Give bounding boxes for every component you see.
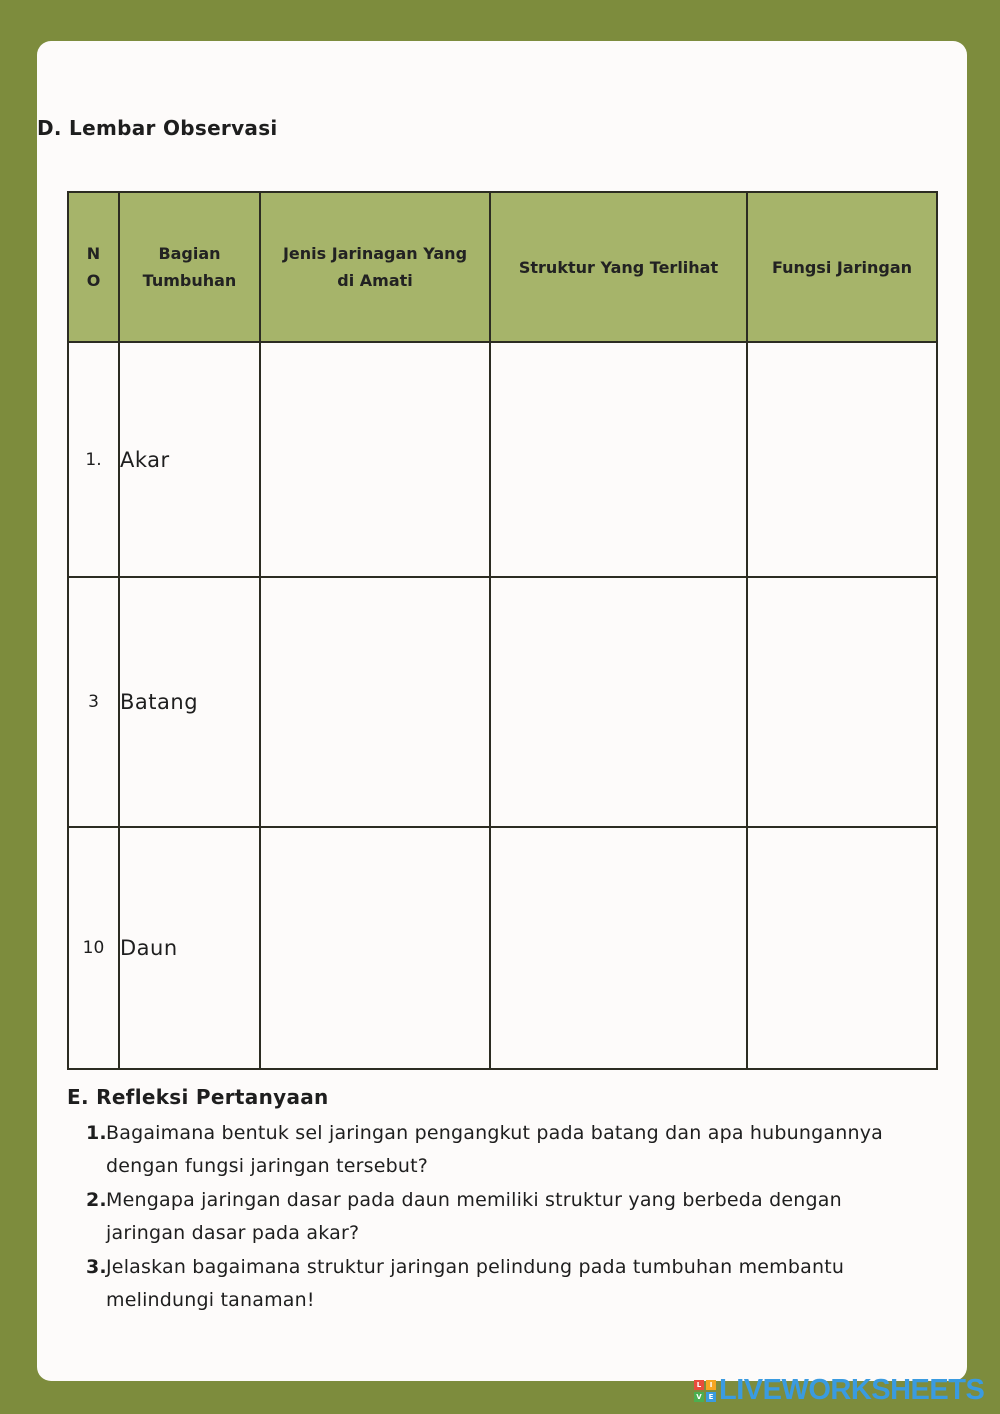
row-number: 3 (68, 577, 119, 827)
question-item (86, 1184, 916, 1250)
section-d-title: D. Lembar Observasi (37, 116, 278, 140)
structure-answer-cell[interactable] (490, 342, 747, 577)
logo-letter: I (706, 1380, 716, 1390)
header-no (68, 192, 119, 342)
question-text: Mengapa jaringan dasar pada daun memiliki struktur yang berbeda dengan jaringan dasar pada akar? (106, 1189, 842, 1244)
table-row (68, 827, 937, 1069)
row-plant-part: Batang (119, 577, 260, 827)
function-answer-cell[interactable] (747, 827, 937, 1069)
logo-letter: V (694, 1392, 704, 1402)
question-text: Bagaimana bentuk sel jaringan pengangkut pada batang dan apa hubungannya dengan fungsi jaringan tersebut? (106, 1122, 884, 1177)
header-no-line2: O (86, 271, 101, 290)
question-text: Jelaskan bagaimana struktur jaringan pelindung pada tumbuhan membantu melindungi tanaman! (106, 1256, 845, 1311)
header-type-line1: Jenis Jarinagan Yang (282, 244, 468, 263)
tissue-type-answer-cell[interactable] (260, 342, 490, 577)
row-plant-part: Akar (119, 342, 260, 577)
question-number: 1. (86, 1122, 107, 1144)
observation-table (67, 191, 938, 1070)
header-structure: Struktur Yang Terlihat (490, 192, 747, 342)
question-item (86, 1117, 916, 1183)
logo-letter: L (694, 1380, 704, 1390)
question-number: 2. (86, 1189, 107, 1211)
header-part-line1: Bagian (158, 244, 221, 263)
table-row (68, 342, 937, 577)
header-part-line2: Tumbuhan (142, 271, 237, 290)
question-number: 3. (86, 1256, 107, 1278)
liveworksheets-logo-icon (694, 1380, 716, 1402)
table-header-row (68, 192, 937, 342)
row-number: 1. (68, 342, 119, 577)
section-e-title: E. Refleksi Pertanyaan (67, 1085, 329, 1109)
tissue-type-answer-cell[interactable] (260, 577, 490, 827)
header-function: Fungsi Jaringan (747, 192, 937, 342)
liveworksheets-wordmark: LIVEWORKSHEETS (719, 1374, 985, 1406)
header-tissue-type (260, 192, 490, 342)
table-row (68, 577, 937, 827)
question-item (86, 1251, 916, 1317)
row-number: 10 (68, 827, 119, 1069)
header-no-line1: N (86, 244, 101, 263)
header-type-line2: di Amati (337, 271, 413, 290)
function-answer-cell[interactable] (747, 342, 937, 577)
structure-answer-cell[interactable] (490, 577, 747, 827)
structure-answer-cell[interactable] (490, 827, 747, 1069)
reflection-question-list (86, 1117, 916, 1318)
function-answer-cell[interactable] (747, 577, 937, 827)
tissue-type-answer-cell[interactable] (260, 827, 490, 1069)
header-plant-part (119, 192, 260, 342)
logo-letter: E (706, 1392, 716, 1402)
liveworksheets-brand[interactable] (694, 1374, 984, 1407)
row-plant-part: Daun (119, 827, 260, 1069)
